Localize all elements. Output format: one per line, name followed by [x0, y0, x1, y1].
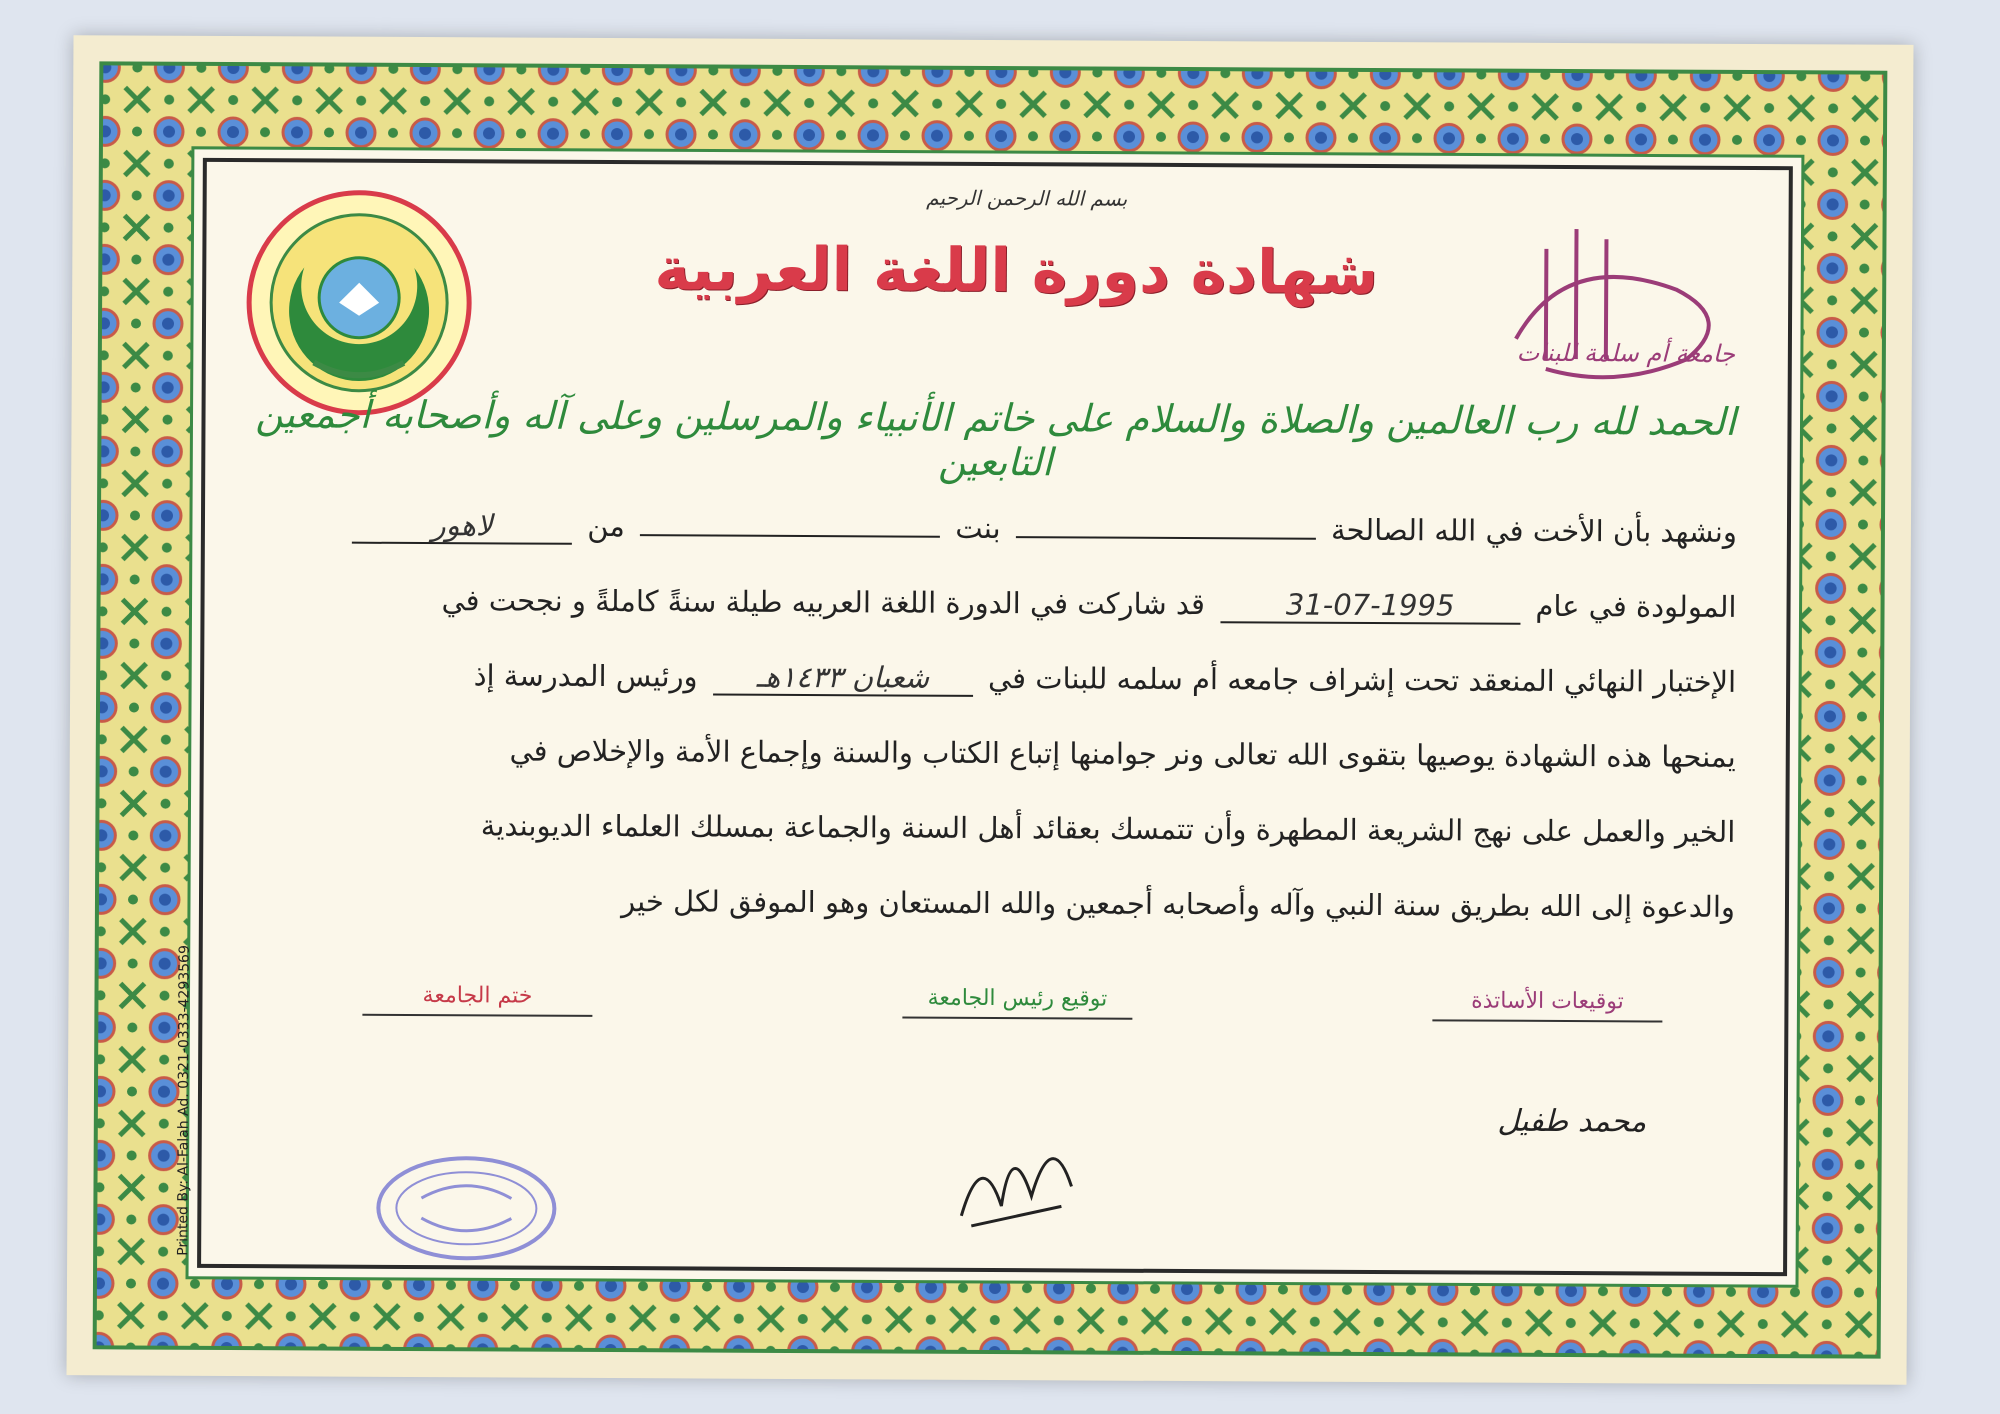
stamp-label: ختم الجامعة	[422, 983, 533, 1009]
father-name-blank	[640, 534, 940, 538]
certificate-body	[197, 158, 1793, 1276]
body-line-5: الخير والعمل على نهج الشريعة المطهرة وأن تتمسك بعقائد أهل السنة والجماعة بمسلك العلماء الديوبندية	[480, 808, 1736, 849]
teachers-signature-section	[1432, 988, 1662, 1022]
certificate-title: شهادة دورة اللغة العربية	[654, 234, 1379, 309]
principal-signature	[941, 1106, 1092, 1237]
praise-line: الحمد لله رب العالمين والصلاة والسلام على خاتم الأنبياء والمرسلين وعلى آله وأصحابه أجمعين التابعين	[255, 392, 1736, 485]
line1-from: من	[587, 508, 625, 544]
line3-rest: ورئيس المدرسة إذ	[473, 658, 698, 694]
university-stamp-seal	[371, 1153, 562, 1264]
city-field: لاهور	[352, 508, 572, 545]
principal-rule	[902, 1017, 1132, 1020]
calligraphy-flourish-icon	[1486, 189, 1767, 410]
principal-signature-section	[902, 986, 1132, 1020]
exam-date-field: شعبان ١٤٣٣هـ	[713, 660, 973, 697]
teachers-signature: محمد طفيل	[1497, 1103, 1647, 1140]
teachers-label: توقيعات الأساتذة	[1471, 988, 1624, 1015]
body-line-3	[474, 658, 1737, 701]
body-line-2	[441, 583, 1736, 626]
line2-rest: قد شاركت في الدورة اللغة العربيه طيلة سنةً كاملةً و نجحت في	[441, 583, 1206, 622]
institution-name: جامعة أم سلمة للبنات	[1516, 338, 1736, 368]
body-line-6: والدعوة إلى الله بطريق سنة النبي وآله وأصحابه أجمعين والله المستعان وهو الموفق لكل خير	[621, 884, 1736, 924]
line1-prefix: ونشهد بأن الأخت في الله الصالحة	[1330, 512, 1738, 549]
birthdate-field: 31-07-1995	[1220, 587, 1520, 625]
stamp-section	[362, 983, 592, 1017]
name-blank	[1016, 536, 1316, 540]
body-line-4: يمنحها هذه الشهادة يوصيها بتقوى الله تعالى ونر جوامنها إتباع الكتاب والسنة وإجماع الأمة والإخلاص في	[509, 733, 1736, 774]
certificate-paper	[67, 35, 1914, 1385]
printer-credit: Printed By: Al-Falah Ad. 0321-0333-4293569	[175, 945, 193, 1256]
line3-prefix: الإختبار النهائي المنعقد تحت إشراف جامعه أم سلمه للبنات في	[987, 660, 1737, 699]
teachers-rule	[1432, 1019, 1662, 1022]
school-emblem-logo	[244, 187, 475, 418]
line1-daughter-of: بنت	[955, 510, 1001, 546]
institution-calligraphy	[1486, 189, 1767, 410]
stamp-rule	[362, 1014, 592, 1017]
principal-label: توقيع رئيس الجامعة	[927, 985, 1108, 1012]
basmala: بسم الله الرحمن الرحيم	[926, 185, 1128, 211]
body-line-1	[346, 508, 1737, 551]
line2-prefix: المولودة في عام	[1535, 588, 1737, 624]
